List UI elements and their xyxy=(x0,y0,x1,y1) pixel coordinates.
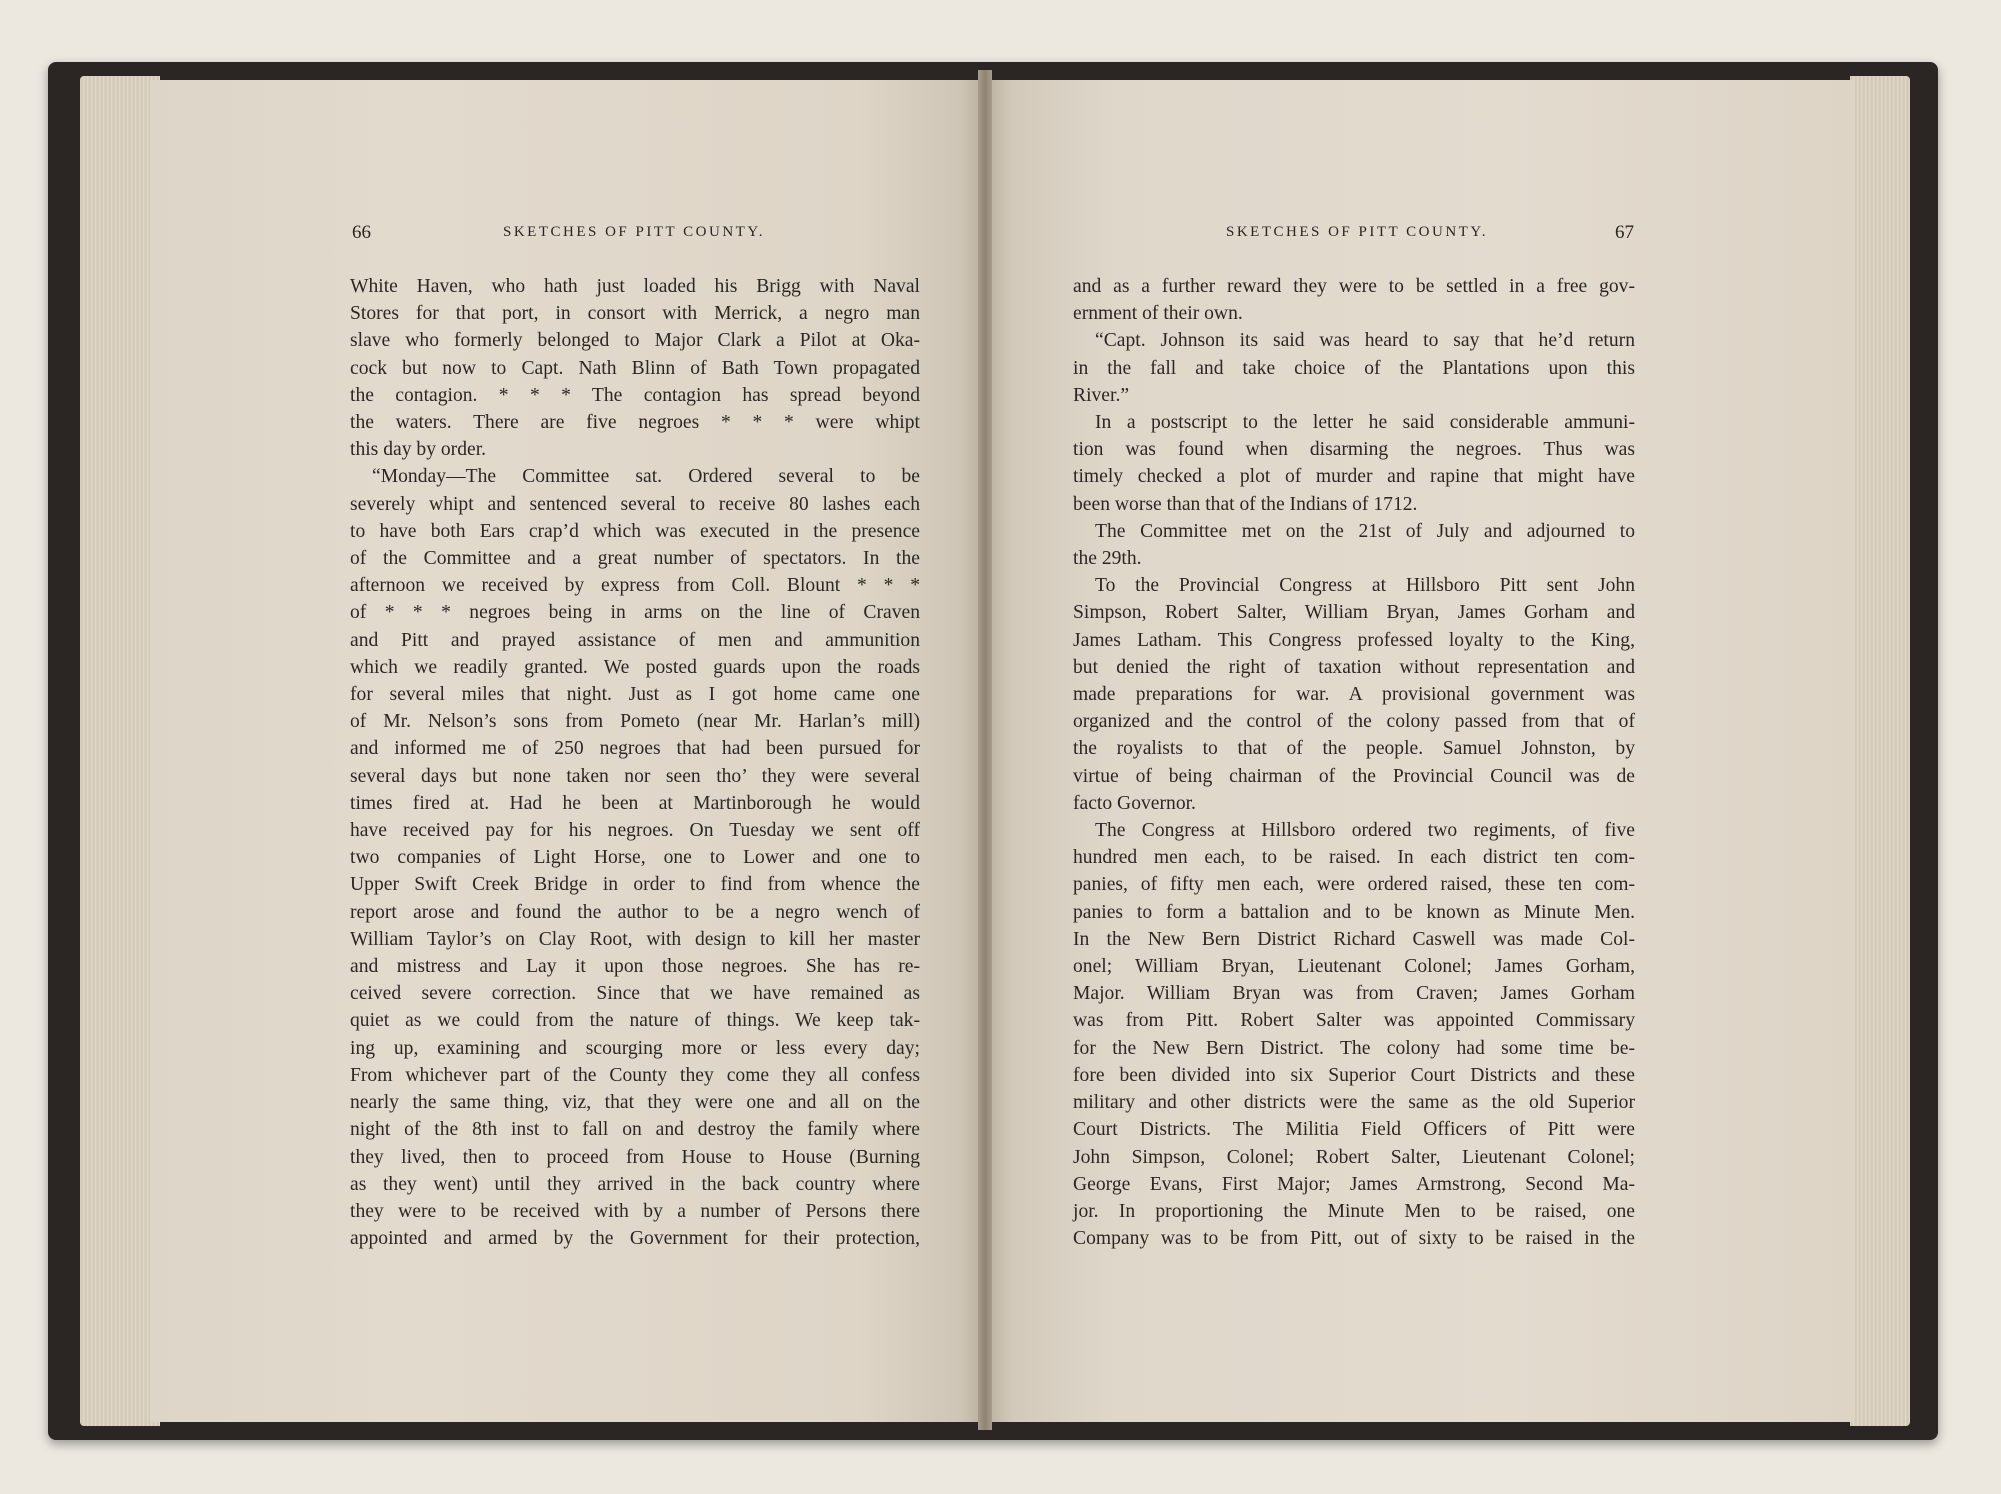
text-line: onel; William Bryan, Lieutenant Colonel; James Gorham, xyxy=(1073,956,1635,978)
text-line: been worse than that of the Indians of 1712. xyxy=(1073,493,1418,515)
text-line: The Congress at Hillsboro ordered two regiments, of five xyxy=(1095,820,1635,842)
text-line: afternoon we received by express from Coll. Blount * * * xyxy=(350,575,920,597)
text-line: the contagion. * * * The contagion has spread beyond xyxy=(350,384,920,406)
page-edges-left xyxy=(80,76,160,1426)
text-line: have received pay for his negroes. On Tuesday we sent off xyxy=(350,820,920,842)
text-line: From whichever part of the County they come they all confess xyxy=(350,1064,920,1086)
page-edges-right xyxy=(1850,76,1910,1426)
text-line: George Evans, First Major; James Armstrong, Second Ma- xyxy=(1073,1173,1635,1195)
text-line: facto Governor. xyxy=(1073,792,1196,814)
text-line: ing up, examining and scourging more or less every day; xyxy=(350,1037,920,1059)
text-line: and informed me of 250 negroes that had been pursued for xyxy=(350,738,920,760)
text-line: James Latham. This Congress professed loyalty to the King, xyxy=(1073,629,1635,651)
text-line: In a postscript to the letter he said considerable ammuni- xyxy=(1095,412,1635,434)
text-line: slave who formerly belonged to Major Clark a Pilot at Oka- xyxy=(350,330,920,352)
text-line: Major. William Bryan was from Craven; James Gorham xyxy=(1073,983,1635,1005)
text-line: panies, of fifty men each, were ordered raised, these ten com- xyxy=(1073,874,1635,896)
book-gutter xyxy=(978,70,992,1430)
text-line: William Taylor’s on Clay Root, with design to kill her master xyxy=(350,928,920,950)
text-line: hundred men each, to be raised. In each district ten com- xyxy=(1073,847,1635,869)
text-line: in the fall and take choice of the Plantations upon this xyxy=(1073,357,1635,379)
left-text-lines xyxy=(350,273,920,1252)
text-line: two companies of Light Horse, one to Lower and one to xyxy=(350,847,920,869)
text-line: “Monday—The Committee sat. Ordered several to be xyxy=(372,466,920,488)
text-line: River.” xyxy=(1073,384,1130,406)
left-page-body xyxy=(350,273,920,1252)
text-line: the royalists to that of the people. Samuel Johnston, by xyxy=(1073,738,1635,760)
text-line: timely checked a plot of murder and rapine that might have xyxy=(1073,466,1635,488)
right-page-body xyxy=(1073,273,1635,1252)
right-text-lines xyxy=(1073,273,1635,1252)
text-line: this day by order. xyxy=(350,439,487,461)
text-line: for several miles that night. Just as I got home came one xyxy=(350,684,920,706)
text-line: organized and the control of the colony passed from that of xyxy=(1073,711,1635,733)
text-line: panies to form a battalion and to be known as Minute Men. xyxy=(1073,901,1635,923)
text-line: cock but now to Capt. Nath Blinn of Bath Town propagated xyxy=(350,357,920,379)
left-running-head: SKETCHES OF PITT COUNTY. xyxy=(503,224,765,240)
text-line: severely whipt and sentenced several to receive 80 lashes each xyxy=(350,493,920,515)
text-line: fore been divided into six Superior Court Districts and these xyxy=(1073,1064,1635,1086)
text-line: the 29th. xyxy=(1073,548,1142,570)
text-line: ceived severe correction. Since that we have remained as xyxy=(350,983,920,1005)
text-line: quiet as we could from the nature of things. We keep tak- xyxy=(350,1010,920,1032)
text-line: they lived, then to proceed from House to House (Burning xyxy=(350,1146,920,1168)
text-line: of Mr. Nelson’s sons from Pometo (near Mr. Harlan’s mill) xyxy=(350,711,920,733)
left-page-number: 66 xyxy=(352,222,371,243)
right-running-head: SKETCHES OF PITT COUNTY. xyxy=(1226,224,1488,240)
text-line: to have both Ears crap’d which was executed in the presence xyxy=(350,520,920,542)
text-line: of the Committee and a great number of spectators. In the xyxy=(350,548,920,570)
text-line: Upper Swift Creek Bridge in order to find from whence the xyxy=(350,874,920,896)
text-line: Court Districts. The Militia Field Officers of Pitt were xyxy=(1073,1119,1635,1141)
text-line: ernment of their own. xyxy=(1073,303,1243,325)
text-line: “Capt. Johnson its said was heard to say that he’d return xyxy=(1095,330,1635,352)
text-line: virtue of being chairman of the Provincial Council was de xyxy=(1073,765,1635,787)
text-line: made preparations for war. A provisional government was xyxy=(1073,684,1635,706)
text-line: nearly the same thing, viz, that they were one and all on the xyxy=(350,1092,920,1114)
text-line: but denied the right of taxation without representation and xyxy=(1073,656,1635,678)
text-line: military and other districts were the same as the old Superior xyxy=(1073,1092,1635,1114)
text-line: which we readily granted. We posted guards upon the roads xyxy=(350,656,920,678)
text-line: The Committee met on the 21st of July and adjourned to xyxy=(1095,520,1635,542)
text-line: jor. In proportioning the Minute Men to be raised, one xyxy=(1073,1200,1635,1222)
text-line: they were to be received with by a number of Persons there xyxy=(350,1200,920,1222)
text-line: of * * * negroes being in arms on the line of Craven xyxy=(350,602,920,624)
text-line: and Pitt and prayed assistance of men and ammunition xyxy=(350,629,920,651)
text-line: White Haven, who hath just loaded his Brigg with Naval xyxy=(350,276,920,297)
text-line: Company was to be from Pitt, out of sixty to be raised in the xyxy=(1073,1228,1635,1250)
text-line: John Simpson, Colonel; Robert Salter, Lieutenant Colonel; xyxy=(1073,1146,1635,1168)
text-line: Simpson, Robert Salter, William Bryan, James Gorham and xyxy=(1073,602,1635,624)
text-line: appointed and armed by the Government for their protection, xyxy=(350,1228,920,1250)
text-line: the waters. There are five negroes * * * were whipt xyxy=(350,412,920,434)
text-line: report arose and found the author to be a negro wench of xyxy=(350,901,920,923)
text-line: night of the 8th inst to fall on and destroy the family where xyxy=(350,1119,920,1141)
text-line: and mistress and Lay it upon those negroes. She has re- xyxy=(350,956,920,978)
right-page-number: 67 xyxy=(1615,222,1634,243)
text-line: several days but none taken nor seen tho’ they were several xyxy=(350,765,920,787)
text-line: In the New Bern District Richard Caswell was made Col- xyxy=(1073,928,1635,950)
text-line: and as a further reward they were to be settled in a free gov- xyxy=(1073,276,1635,297)
text-line: To the Provincial Congress at Hillsboro Pitt sent John xyxy=(1095,575,1635,597)
text-line: as they went) until they arrived in the back country where xyxy=(350,1173,920,1195)
text-line: tion was found when disarming the negroes. Thus was xyxy=(1073,439,1635,461)
text-line: Stores for that port, in consort with Merrick, a negro man xyxy=(350,303,920,325)
text-line: for the New Bern District. The colony had some time be- xyxy=(1073,1037,1635,1059)
text-line: was from Pitt. Robert Salter was appointed Commissary xyxy=(1073,1010,1635,1032)
text-line: times fired at. Had he been at Martinborough he would xyxy=(350,792,920,814)
